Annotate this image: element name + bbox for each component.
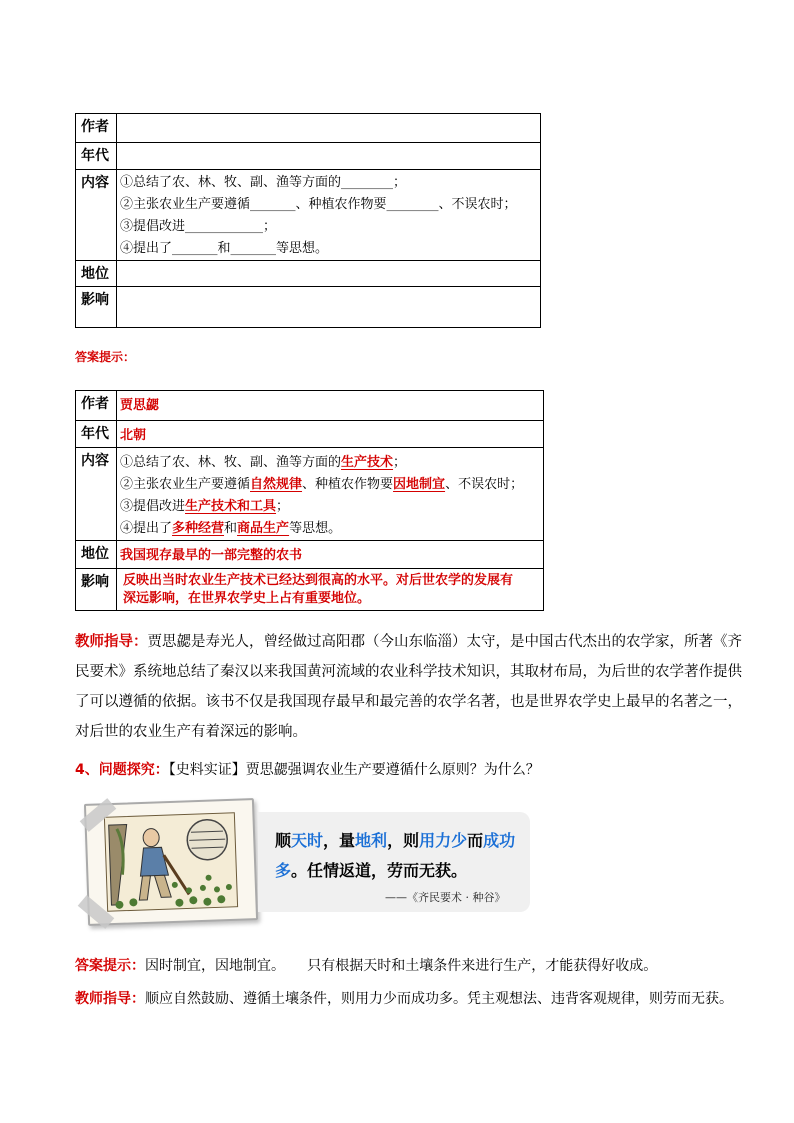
quote-source: ——《齐民要术 · 种谷》	[385, 891, 506, 904]
content-line-3: ③提倡改进____________；	[120, 219, 277, 234]
era-answer: 北朝	[117, 421, 544, 448]
era-cell-blank	[117, 143, 541, 170]
blank-table	[75, 113, 541, 328]
row-label-author: 作者	[76, 391, 117, 421]
text: ③提倡改进	[120, 499, 186, 514]
farmer-illustration-art	[86, 800, 256, 924]
row-label-status: 地位	[76, 541, 117, 569]
answer-natural-law: 自然规律	[250, 477, 303, 492]
row-label-content: 内容	[76, 448, 117, 541]
highlight: 地利	[355, 831, 388, 850]
status-cell-blank	[117, 261, 541, 287]
row-label-status: 地位	[76, 261, 117, 287]
content-answer-line-1	[120, 452, 543, 474]
row-label-author: 作者	[76, 114, 117, 143]
highlight: 成功	[483, 831, 516, 850]
content-line-2: ②主张农业生产要遵循_______、种植农作物要________、不误农时；	[120, 197, 517, 212]
answer-tech-and-tools: 生产技术和工具	[185, 499, 277, 514]
row-label-impact: 影响	[76, 287, 117, 328]
highlight: 天时	[291, 831, 324, 850]
impact-answer	[117, 569, 544, 611]
answer-text: 因时制宜，因地制宜。 只有根据天时和土壤条件来进行生产，才能获得好收成。	[145, 958, 658, 974]
highlight: 多	[275, 861, 292, 880]
status-answer: 我国现存最早的一部完整的农书	[117, 541, 544, 569]
row-label-era: 年代	[76, 421, 117, 448]
row-label-impact: 影响	[76, 569, 117, 611]
text: 和	[224, 521, 238, 536]
answer-local-conditions: 因地制宜	[393, 477, 446, 492]
impact-line-1: 反映出当时农业生产技术已经达到很高的水平。对后世农学的发展有	[123, 573, 514, 588]
answer-commodity: 商品生产	[237, 521, 290, 536]
guide1-line-2: 民要术》系统地总结了秦汉以来我国黄河流域的农业科学技术知识，其取材布局，为后世的农学著作提供	[75, 664, 742, 680]
quote-text	[275, 826, 525, 886]
answer-4	[75, 951, 735, 981]
content-cell-blank	[117, 170, 541, 261]
content-answer-line-4	[120, 518, 543, 540]
question-lead: 4、问题探究：	[75, 762, 169, 778]
text: ，则	[387, 831, 420, 850]
content-answer-line-3	[120, 496, 543, 518]
author-cell-blank	[117, 114, 541, 143]
answer-table	[75, 390, 544, 611]
content-answer-line-2	[120, 474, 543, 496]
guide-text: 顺应自然鼓励、遵循土壤条件，则用力少而成功多。凭主观想法、违背客观规律，则劳而无获。	[145, 991, 733, 1007]
text: 、种植农作物要	[302, 477, 394, 492]
question-text: 【史料实证】贾思勰强调农业生产要遵循什么原则？为什么？	[168, 762, 540, 778]
text: ；	[393, 455, 407, 470]
impact-line-2: 深远影响，在世界农学史上占有重要地位。	[123, 591, 371, 606]
question-4	[75, 755, 735, 785]
text: 。任情返道，劳而无获。	[291, 861, 468, 880]
row-label-era: 年代	[76, 143, 117, 170]
row-label-content: 内容	[76, 170, 117, 261]
content-line-1: ①总结了农、林、牧、副、渔等方面的________；	[120, 175, 407, 190]
guide-lead: 教师指导：	[75, 634, 148, 650]
answer-diversified: 多种经营	[172, 521, 225, 536]
highlight: 用力少	[419, 831, 468, 850]
guide1-line-4: 对后世的农业生产有着深远的影响。	[75, 724, 307, 740]
text: 、不误农时；	[445, 477, 524, 492]
text: 而	[467, 831, 484, 850]
content-line-4: ④提出了_______和_______等思想。	[120, 241, 329, 256]
content-answer-cell	[117, 448, 544, 541]
teacher-guide-2	[75, 984, 755, 1014]
author-answer: 贾思勰	[117, 391, 544, 421]
text: 顺	[275, 831, 292, 850]
text: 贾思勰是寿光人，曾经做过高阳郡（今山东临淄）太守，是中国古代杰出的农学家，所著《齐	[147, 634, 742, 650]
text: ②主张农业生产要遵循	[120, 477, 251, 492]
guide1-line-1	[75, 627, 742, 657]
teacher-guide-1	[75, 627, 742, 747]
text: ④提出了	[120, 521, 173, 536]
farming-illustration	[84, 798, 258, 926]
text: ；	[276, 499, 290, 514]
guide-lead: 教师指导：	[75, 991, 145, 1007]
answer-production-tech: 生产技术	[341, 455, 394, 470]
answer-lead: 答案提示：	[75, 958, 145, 974]
answer-hint-label: 答案提示：	[75, 350, 136, 364]
text: ①总结了农、林、牧、副、渔等方面的	[120, 455, 342, 470]
text: 等思想。	[289, 521, 342, 536]
guide1-line-3: 了可以遵循的依据。该书不仅是我国现存最早和最完善的农学名著，也是世界农学史上最早的名著之一，	[75, 694, 742, 710]
text: ，量	[323, 831, 356, 850]
impact-cell-blank	[117, 287, 541, 328]
